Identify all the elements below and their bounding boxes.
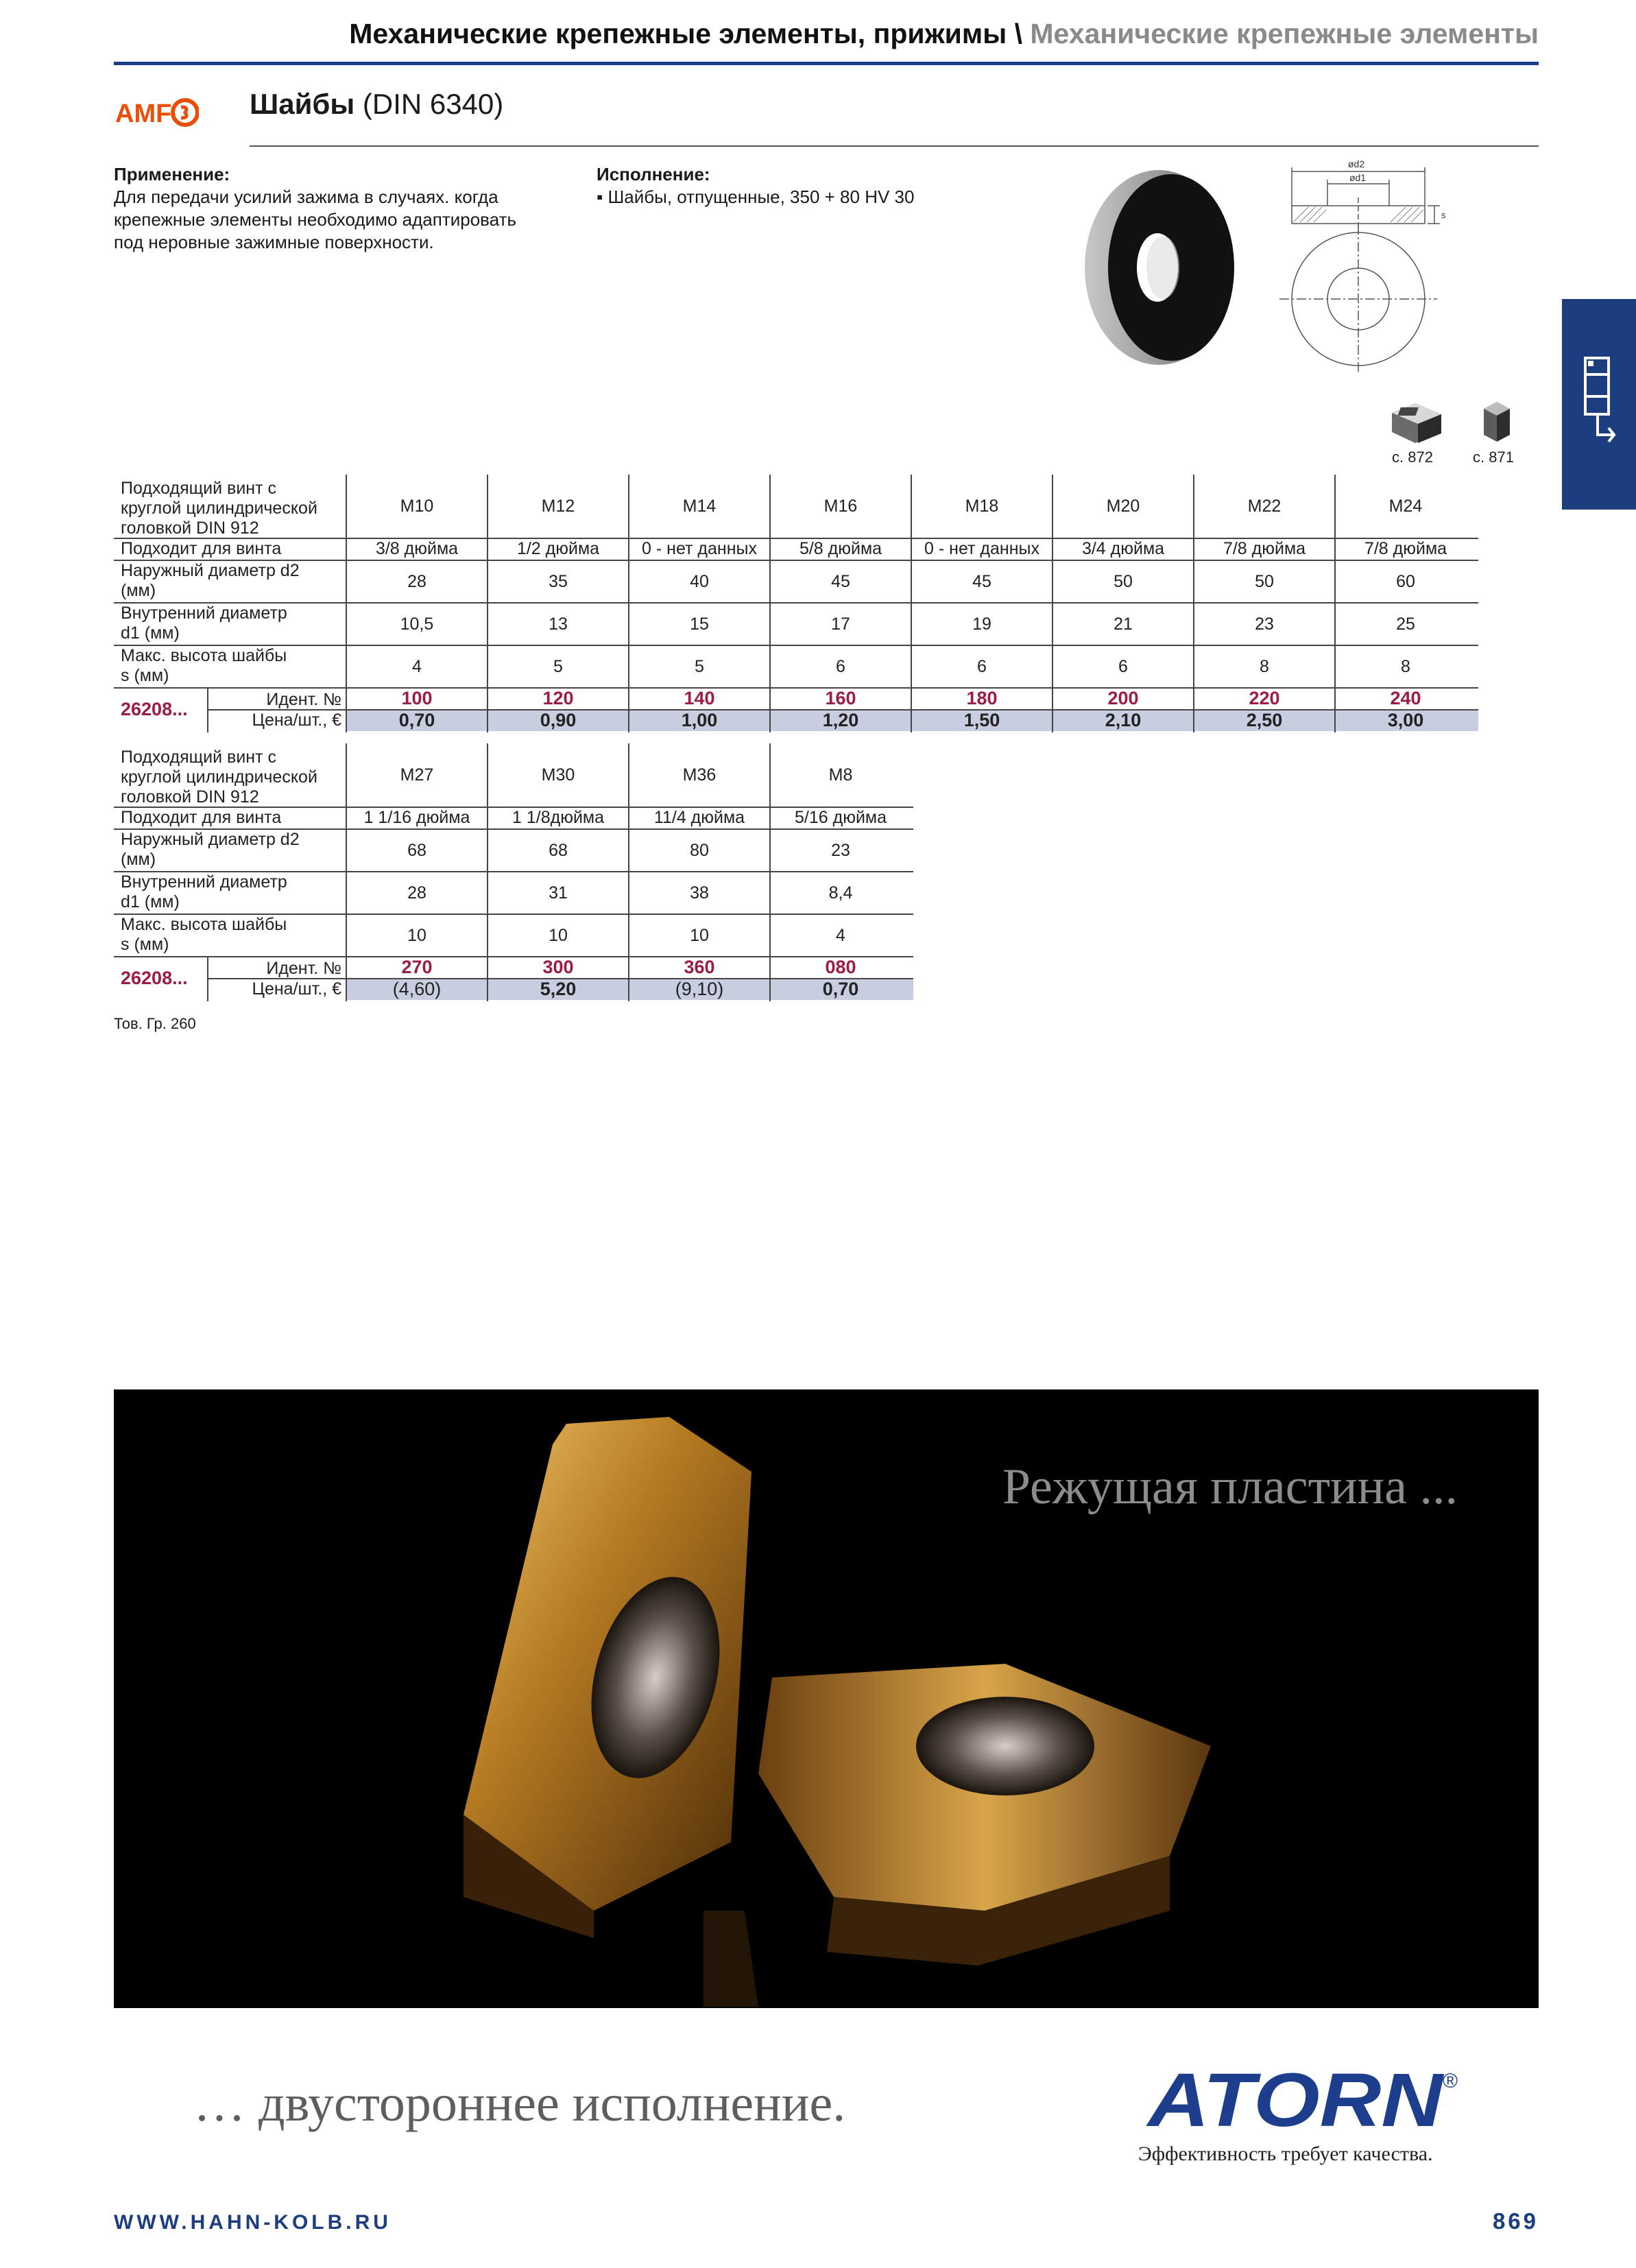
row-label-price: Цена/шт., € xyxy=(252,711,341,730)
bullet-icon: ▪ xyxy=(597,187,608,207)
row-label-height: Макс. высота шайбы s (мм) xyxy=(121,646,287,685)
cell-inner: 38 xyxy=(690,883,709,903)
execution-item-text: Шайбы, отпущенные, 350 + 80 HV 30 xyxy=(608,187,915,207)
atorn-registered-mark: ® xyxy=(1443,2070,1458,2092)
cell-price: 1,50 xyxy=(963,710,1000,730)
cell-outer: 50 xyxy=(1255,572,1274,591)
cell-fits: 0 - нет данных xyxy=(642,539,757,558)
page-ref-871[interactable]: с. 871 xyxy=(1473,449,1514,466)
cell-ident[interactable]: 140 xyxy=(684,688,715,708)
atorn-slogan: Эффективность требует качества. xyxy=(1138,2142,1433,2165)
cell-fits: 1/2 дюйма xyxy=(516,539,600,558)
banner-headline: Режущая пластина ... xyxy=(1002,1459,1458,1515)
drawing-label-d2: ød2 xyxy=(1348,158,1365,169)
cell-price: 1,20 xyxy=(822,710,859,730)
cell-height: 5 xyxy=(553,657,563,676)
cell-inner: 25 xyxy=(1396,614,1415,634)
atorn-logo-text: ATORN xyxy=(1145,2060,1445,2134)
amf-logo-icon xyxy=(114,92,199,133)
cell-height: 8 xyxy=(1260,657,1269,676)
cell-price: 0,70 xyxy=(398,710,435,730)
cell-outer: 50 xyxy=(1114,572,1133,591)
cell-screw: M36 xyxy=(682,765,717,785)
cell-outer: 80 xyxy=(690,841,709,860)
cell-height: 5 xyxy=(695,657,704,676)
washer-technical-drawing xyxy=(1273,156,1458,376)
cell-ident[interactable]: 360 xyxy=(684,957,715,977)
cell-height: 10 xyxy=(407,926,426,945)
cell-inner: 15 xyxy=(690,614,709,634)
cell-ident[interactable]: 270 xyxy=(401,957,433,977)
cell-inner: 21 xyxy=(1114,614,1133,634)
cell-inner: 10,5 xyxy=(400,614,434,634)
cell-height: 10 xyxy=(549,926,568,945)
product-title-standard: (DIN 6340) xyxy=(354,88,504,120)
category-side-tab[interactable] xyxy=(1562,299,1636,510)
cell-screw: M10 xyxy=(400,497,434,516)
cell-height: 8 xyxy=(1401,657,1410,676)
header-separator: \ xyxy=(1007,18,1031,49)
cell-screw: M18 xyxy=(965,497,999,516)
title-rule xyxy=(250,145,1539,147)
spec-table-1 xyxy=(114,475,1485,735)
cell-height: 10 xyxy=(690,926,709,945)
cell-price: 2,10 xyxy=(1105,710,1142,730)
cell-inner: 31 xyxy=(549,883,568,903)
cell-height: 4 xyxy=(836,926,845,945)
row-label-screw: Подходящий винт с круглой цилиндрической головкой DIN 912 xyxy=(121,748,317,807)
row-label-fits: Подходит для винта xyxy=(121,808,282,827)
cell-outer: 68 xyxy=(549,841,568,860)
page-ref-872[interactable]: с. 872 xyxy=(1392,449,1433,466)
cell-ident[interactable]: 240 xyxy=(1390,688,1421,708)
row-label-price: Цена/шт., € xyxy=(252,979,341,999)
cell-screw: M12 xyxy=(541,497,575,516)
drawing-label-s: s xyxy=(1441,210,1446,220)
cell-screw: M22 xyxy=(1247,497,1282,516)
row-label-height: Макс. высота шайбы s (мм) xyxy=(121,915,287,954)
cell-price: 2,50 xyxy=(1246,710,1283,730)
cell-outer: 28 xyxy=(407,572,426,591)
application-line: Для передачи усилий зажима в случаях. когда xyxy=(114,187,498,207)
cell-fits: 11/4 дюйма xyxy=(653,808,745,827)
execution-heading: Исполнение: xyxy=(597,164,710,184)
cell-outer: 60 xyxy=(1396,572,1415,591)
cell-height: 6 xyxy=(977,657,987,676)
cell-inner: 17 xyxy=(831,614,850,634)
execution-block xyxy=(597,163,1008,208)
amf-logo-text: AMF xyxy=(115,99,172,128)
cell-price: 0,90 xyxy=(540,710,577,730)
row-label-ident: Идент. № xyxy=(266,959,341,978)
spec-table-2 xyxy=(114,743,937,1004)
cell-outer: 45 xyxy=(972,572,991,591)
cell-outer: 40 xyxy=(690,572,709,591)
row-label-outer: Наружный диаметр d2 (мм) xyxy=(121,561,300,600)
atorn-logo-icon[interactable] xyxy=(1144,2060,1459,2134)
application-line: под неровные зажимные поверхности. xyxy=(114,232,434,252)
article-number: 26208... xyxy=(121,968,188,988)
washer-photo xyxy=(1076,165,1241,370)
application-heading: Применение: xyxy=(114,164,230,184)
nut-icon[interactable] xyxy=(1480,399,1514,444)
cell-outer: 23 xyxy=(831,841,850,860)
cell-height: 6 xyxy=(1118,657,1128,676)
row-label-screw: Подходящий винт с круглой цилиндрической головкой DIN 912 xyxy=(121,479,317,538)
cell-fits: 3/4 дюйма xyxy=(1081,539,1165,558)
row-label-ident: Идент. № xyxy=(266,690,341,709)
cell-ident[interactable]: 160 xyxy=(825,688,856,708)
row-label-outer: Наружный диаметр d2 (мм) xyxy=(121,830,300,869)
cell-price: 0,70 xyxy=(822,979,859,999)
cell-outer: 45 xyxy=(831,572,850,591)
cell-screw: M30 xyxy=(541,765,575,785)
header-title-main: Механические крепежные элементы, прижимы xyxy=(349,18,1007,49)
cell-fits: 5/8 дюйма xyxy=(799,539,882,558)
cell-price: (9,10) xyxy=(675,979,724,999)
cell-ident[interactable]: 080 xyxy=(825,957,856,977)
cell-inner: 19 xyxy=(972,614,991,634)
cell-fits: 7/8 дюйма xyxy=(1364,539,1447,558)
banner-tagline: … двустороннее исполнение. xyxy=(193,2075,846,2132)
header-rule xyxy=(114,62,1539,65)
cell-inner: 28 xyxy=(407,883,426,903)
cell-fits: 0 - нет данных xyxy=(924,539,1039,558)
cell-fits: 7/8 дюйма xyxy=(1223,539,1306,558)
cell-fits: 1 1/16 дюйма xyxy=(363,808,470,827)
row-label-inner: Внутренний диаметр d1 (мм) xyxy=(121,872,287,911)
cell-screw: M24 xyxy=(1388,497,1423,516)
cell-ident[interactable]: 200 xyxy=(1107,688,1139,708)
cell-height: 6 xyxy=(836,657,845,676)
ad-banner[interactable] xyxy=(114,1389,1539,2008)
cell-ident[interactable]: 120 xyxy=(542,688,574,708)
cell-screw: M27 xyxy=(400,765,434,785)
cell-screw: M20 xyxy=(1106,497,1140,516)
cell-ident[interactable]: 180 xyxy=(966,688,998,708)
cell-ident[interactable]: 100 xyxy=(401,688,433,708)
cell-outer: 35 xyxy=(549,572,568,591)
goods-group: Тов. Гр. 260 xyxy=(114,1015,196,1032)
cell-price: 3,00 xyxy=(1387,710,1424,730)
cell-ident[interactable]: 300 xyxy=(542,957,574,977)
application-block xyxy=(114,163,594,254)
cell-inner: 8,4 xyxy=(828,883,853,903)
t-slot-nut-icon[interactable] xyxy=(1386,398,1445,444)
product-title-bold: Шайбы xyxy=(250,88,355,120)
cell-price: 5,20 xyxy=(540,979,577,999)
product-title xyxy=(250,88,503,121)
row-label-fits: Подходит для винта xyxy=(121,539,282,558)
header-title-sub: Механические крепежные элементы xyxy=(1030,18,1539,49)
article-number: 26208... xyxy=(121,699,188,719)
cell-price: 1,00 xyxy=(681,710,718,730)
cell-outer: 68 xyxy=(407,841,426,860)
execution-item xyxy=(597,186,1008,208)
page-number: 869 xyxy=(1492,2208,1539,2234)
cell-screw: M16 xyxy=(823,497,858,516)
application-line: крепежные элементы необходимо адаптировать xyxy=(114,209,517,230)
section-header xyxy=(114,18,1539,59)
cell-fits: 1 1/8дюйма xyxy=(512,808,604,827)
cell-inner: 13 xyxy=(549,614,568,634)
cell-inner: 23 xyxy=(1255,614,1274,634)
cell-fits: 3/8 дюйма xyxy=(375,539,459,558)
cell-price: (4,60) xyxy=(392,979,442,999)
clamp-icon xyxy=(1581,354,1618,450)
footer-url-link[interactable]: WWW.HAHN-KOLB.RU xyxy=(114,2211,392,2234)
cell-screw: M14 xyxy=(682,497,717,516)
cell-height: 4 xyxy=(412,657,422,676)
cell-ident[interactable]: 220 xyxy=(1249,688,1280,708)
drawing-label-d1: ød1 xyxy=(1349,172,1367,183)
cell-screw: M8 xyxy=(828,765,853,785)
cell-fits: 5/16 дюйма xyxy=(795,808,887,827)
row-label-inner: Внутренний диаметр d1 (мм) xyxy=(121,604,287,643)
